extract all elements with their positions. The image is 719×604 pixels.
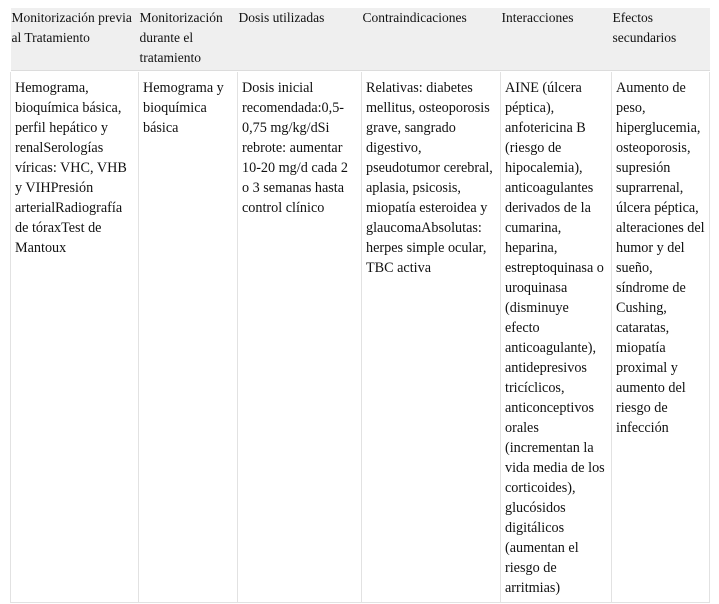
header-row	[11, 8, 710, 70]
cell-pre-treatment-monitoring: Hemograma, bioquímica básica, perfil hepático y renalSerologías víricas: VHC, VHB y VIHPresión arterialRadiografía de tóraxTest de Mantoux	[11, 72, 139, 603]
cell-side-effects: Aumento de peso, hiperglucemia, osteoporosis, supresión suprarrenal, úlcera péptica, alteraciones del humor y del sueño, síndrome de Cushing, cataratas, miopatía proximal y aumento del riesgo de infección	[612, 72, 710, 603]
header-pre-treatment-monitoring: Monitorización previa al Tratamiento	[11, 8, 139, 70]
header-side-effects: Efectos secundarios	[612, 8, 710, 70]
header-doses: Dosis utilizadas	[238, 8, 362, 70]
treatment-table	[10, 8, 710, 603]
cell-contraindications: Relativas: diabetes mellitus, osteoporosis grave, sangrado digestivo, pseudotumor cerebral, aplasia, psicosis, miopatía esteroidea y glaucomaAbsolutas: herpes simple ocular, TBC activa	[362, 72, 501, 603]
table-row	[11, 72, 710, 603]
table-body	[11, 70, 710, 603]
header-during-treatment-monitoring: Monitorización durante el tratamiento	[139, 8, 238, 70]
cell-during-treatment-monitoring: Hemograma y bioquímica básica	[139, 72, 238, 603]
header-contraindications: Contraindicaciones	[362, 8, 501, 70]
header-interactions: Interacciones	[501, 8, 612, 70]
cell-doses: Dosis inicial recomendada:0,5-0,75 mg/kg/dSi rebrote: aumentar 10-20 mg/d cada 2 o 3 semanas hasta control clínico	[238, 72, 362, 603]
cell-interactions: AINE (úlcera péptica), anfotericina B (riesgo de hipocalemia), anticoagulantes derivados de la cumarina, heparina, estreptoquinasa o uroquinasa (disminuye efecto anticoagulante), antidepresivos tricíclicos, anticonceptivos orales (incrementan la vida media de los corticoides), glucósidos digitálicos (aumentan el riesgo de arritmias)	[501, 72, 612, 603]
table-header	[11, 8, 710, 70]
